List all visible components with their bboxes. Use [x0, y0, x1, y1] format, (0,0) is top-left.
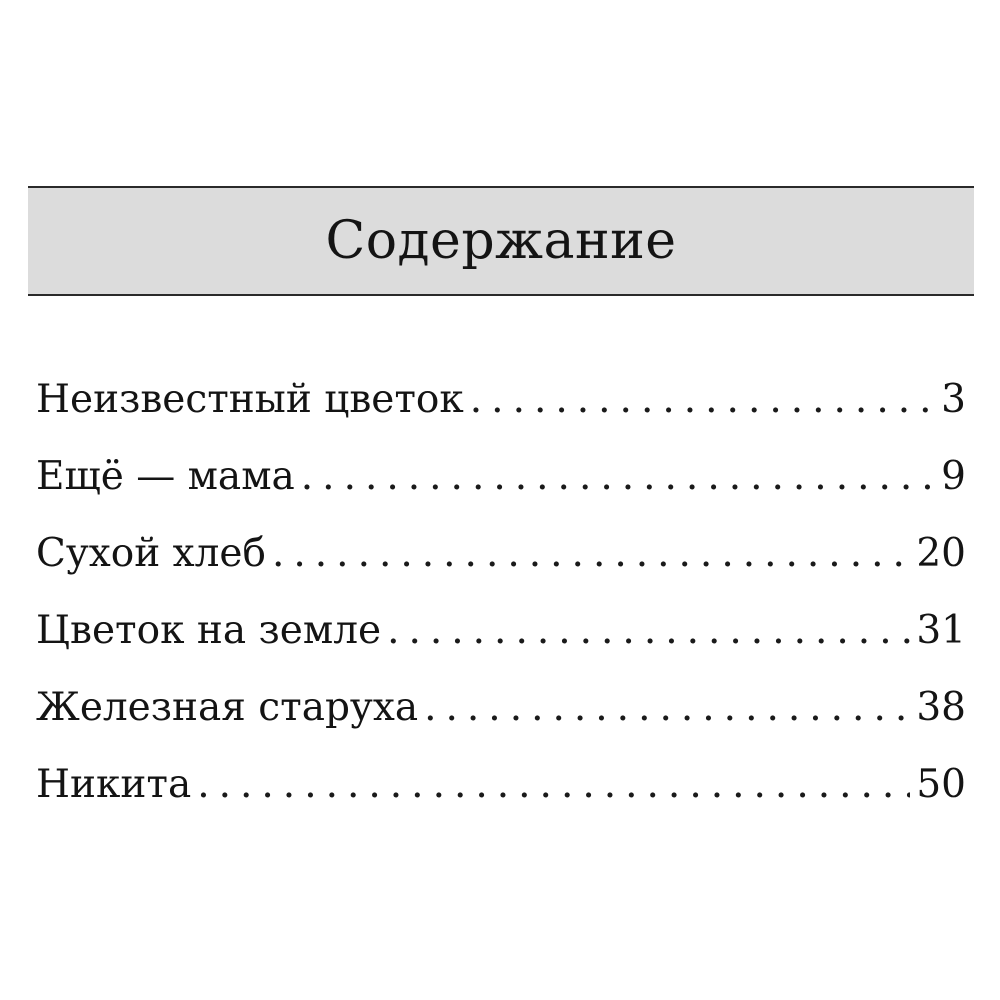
toc-page-number: 38 — [916, 685, 966, 730]
toc-entry[interactable] — [36, 454, 966, 531]
table-of-contents — [36, 377, 966, 839]
toc-entry[interactable] — [36, 377, 966, 454]
toc-dot-leader — [387, 608, 910, 653]
toc-entry[interactable] — [36, 608, 966, 685]
toc-entry-title: Неизвестный цветок — [36, 377, 464, 422]
toc-entry[interactable] — [36, 762, 966, 839]
toc-page-number: 50 — [916, 762, 966, 807]
toc-entry-title: Ещё — мама — [36, 454, 295, 499]
contents-header-band — [28, 186, 974, 296]
toc-dot-leader — [301, 454, 935, 499]
toc-entry-title: Железная старуха — [36, 685, 419, 730]
toc-dot-leader — [272, 531, 910, 576]
toc-dot-leader — [424, 685, 910, 730]
toc-page-number: 3 — [941, 377, 966, 422]
toc-entry-title: Сухой хлеб — [36, 531, 266, 576]
toc-page-number: 31 — [916, 608, 966, 653]
toc-entry[interactable] — [36, 685, 966, 762]
toc-page-number: 9 — [941, 454, 966, 499]
toc-page-number: 20 — [916, 531, 966, 576]
toc-dot-leader — [197, 762, 910, 807]
toc-entry-title: Никита — [36, 762, 192, 807]
toc-entry[interactable] — [36, 531, 966, 608]
page-title: Содержание — [325, 211, 677, 271]
toc-entry-title: Цветок на земле — [36, 608, 382, 653]
toc-dot-leader — [470, 377, 935, 422]
